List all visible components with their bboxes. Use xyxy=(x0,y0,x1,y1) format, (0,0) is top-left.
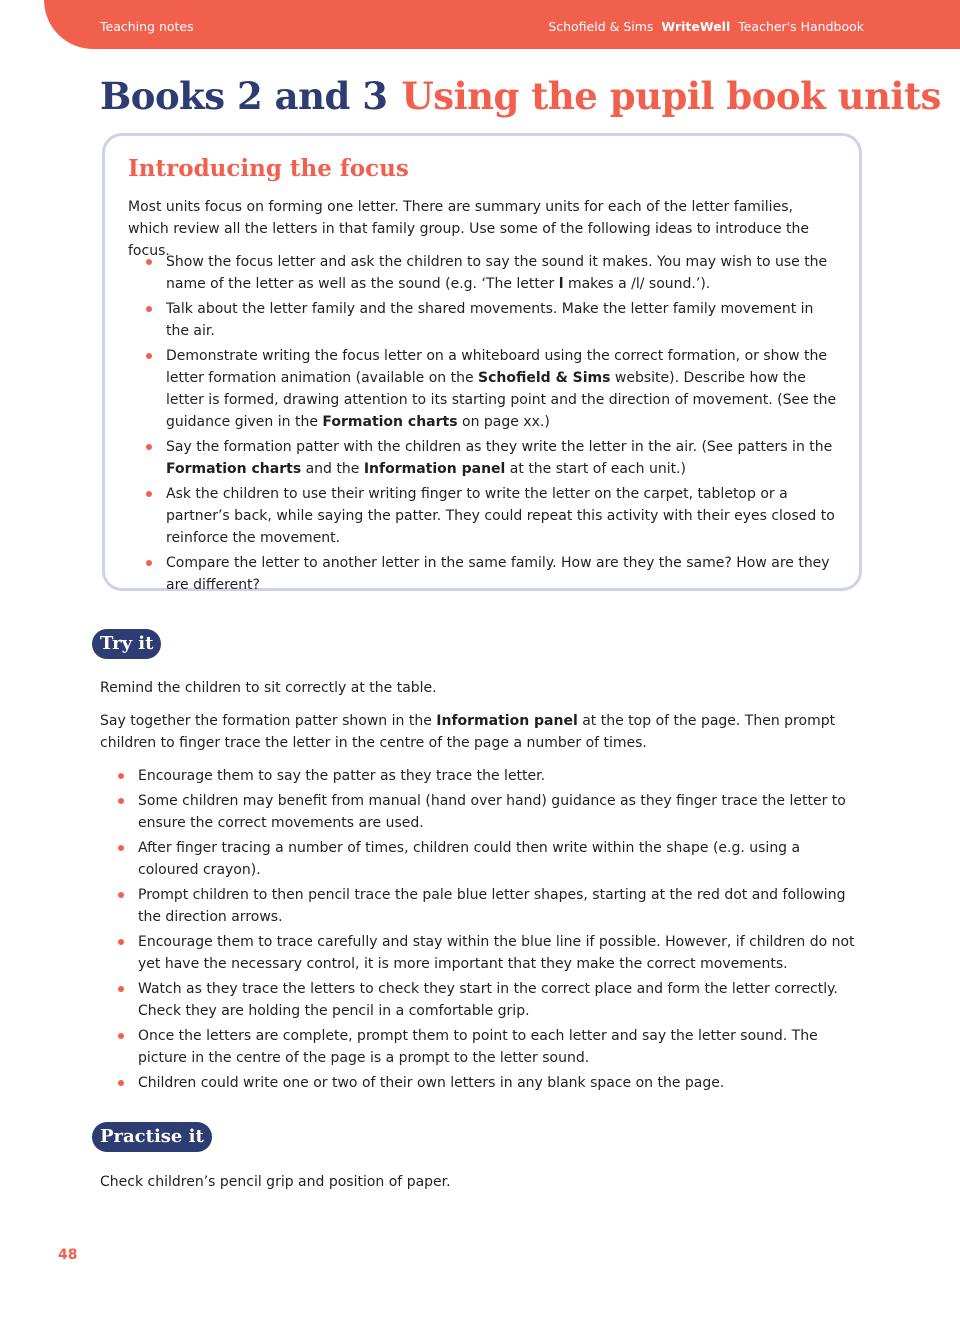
publisher-name: Schofield & Sims xyxy=(548,19,654,34)
focus-bullet xyxy=(144,436,840,480)
bullet-text: website). Describe how the letter is formed, drawing attention to its starting point and the direction of movement. (See the guidance given in the xyxy=(166,370,837,430)
try-it-label: Try it xyxy=(92,629,161,659)
bullet-text: Demonstrate writing the focus letter on a whiteboard using the correct formation, or show the letter formation animation (available on the xyxy=(166,348,827,386)
practise-it-label: Practise it xyxy=(92,1122,212,1152)
bullet-text: makes a /l/ sound.’). xyxy=(563,276,711,292)
try-it-bullet: Children could write one or two of their own letters in any blank space on the page. xyxy=(116,1072,858,1094)
running-head-left: Teaching notes xyxy=(100,19,194,34)
focus-bullet: Talk about the letter family and the shared movements. Make the letter family movement in the air. xyxy=(144,298,840,342)
handbook-name: Teacher's Handbook xyxy=(738,19,864,34)
try-it-para-2 xyxy=(100,710,856,754)
bullet-text: and the xyxy=(301,461,364,477)
bullet-text: Say the formation patter with the children as they write the letter in the air. (See patters in the xyxy=(166,439,833,455)
try-it-bullet: Once the letters are complete, prompt them to point to each letter and say the letter sound. The picture in the centre of the page is a prompt to the letter sound. xyxy=(116,1025,858,1069)
para-text: at the top of the page. Then prompt children to finger trace the letter in the centre of the page a number of times. xyxy=(100,713,836,751)
para-text: Say together the formation patter shown in the xyxy=(100,713,437,729)
bullet-bold: Formation charts xyxy=(322,414,458,430)
page-title-part1: Books 2 and 3 xyxy=(100,74,388,118)
bullet-text: at the start of each unit.) xyxy=(505,461,686,477)
practise-it-para: Check children’s pencil grip and position of paper. xyxy=(100,1174,451,1190)
page-title xyxy=(100,74,941,118)
focus-heading: Introducing the focus xyxy=(128,155,409,182)
focus-bullet-list xyxy=(144,251,840,599)
try-it-bullet: Encourage them to trace carefully and stay within the blue line if possible. However, if children do not yet have the necessary control, it is more important that they make the correct movements. xyxy=(116,931,858,975)
bullet-text: on page xx.) xyxy=(457,414,550,430)
bullet-bold: Information panel xyxy=(363,461,506,477)
try-it-bullet: After finger tracing a number of times, children could then write within the shape (e.g. using a coloured crayon). xyxy=(116,837,858,881)
try-it-bullet-list xyxy=(116,765,858,1097)
page-title-part2: Using the pupil book units xyxy=(401,74,941,118)
bullet-bold: Formation charts xyxy=(166,461,302,477)
try-it-bullet: Some children may benefit from manual (hand over hand) guidance as they finger trace the letter to ensure the correct movements are used. xyxy=(116,790,858,834)
focus-bullet xyxy=(144,345,840,433)
page-number: 48 xyxy=(58,1247,78,1263)
running-head-right xyxy=(548,19,864,34)
brand-name: WriteWell xyxy=(661,19,731,34)
focus-intro: Most units focus on forming one letter. There are summary units for each of the letter families, which review all the letters in that family group. Use some of the following ideas to introduce the focus. xyxy=(128,199,810,259)
try-it-bullet: Watch as they trace the letters to check they start in the correct place and form the letter correctly. Check they are holding the pencil in a comfortable grip. xyxy=(116,978,858,1022)
bullet-bold: Schofield & Sims xyxy=(478,370,611,386)
bullet-bold: l xyxy=(558,276,564,292)
focus-bullet: Compare the letter to another letter in the same family. How are they the same? How are they are different? xyxy=(144,552,840,596)
para-bold: Information panel xyxy=(436,713,578,729)
try-it-para-1: Remind the children to sit correctly at the table. xyxy=(100,680,437,696)
focus-bullet xyxy=(144,251,840,295)
focus-bullet: Ask the children to use their writing finger to write the letter on the carpet, tabletop or a partner’s back, while saying the patter. They could repeat this activity with their eyes closed to reinforce the movement. xyxy=(144,483,840,549)
try-it-bullet: Encourage them to say the patter as they trace the letter. xyxy=(116,765,858,787)
bullet-text: Show the focus letter and ask the children to say the sound it makes. You may wish to use the name of the letter as well as the sound (e.g. ‘The letter xyxy=(166,254,828,292)
header-bar xyxy=(44,0,960,49)
try-it-bullet: Prompt children to then pencil trace the pale blue letter shapes, starting at the red dot and following the direction arrows. xyxy=(116,884,858,928)
